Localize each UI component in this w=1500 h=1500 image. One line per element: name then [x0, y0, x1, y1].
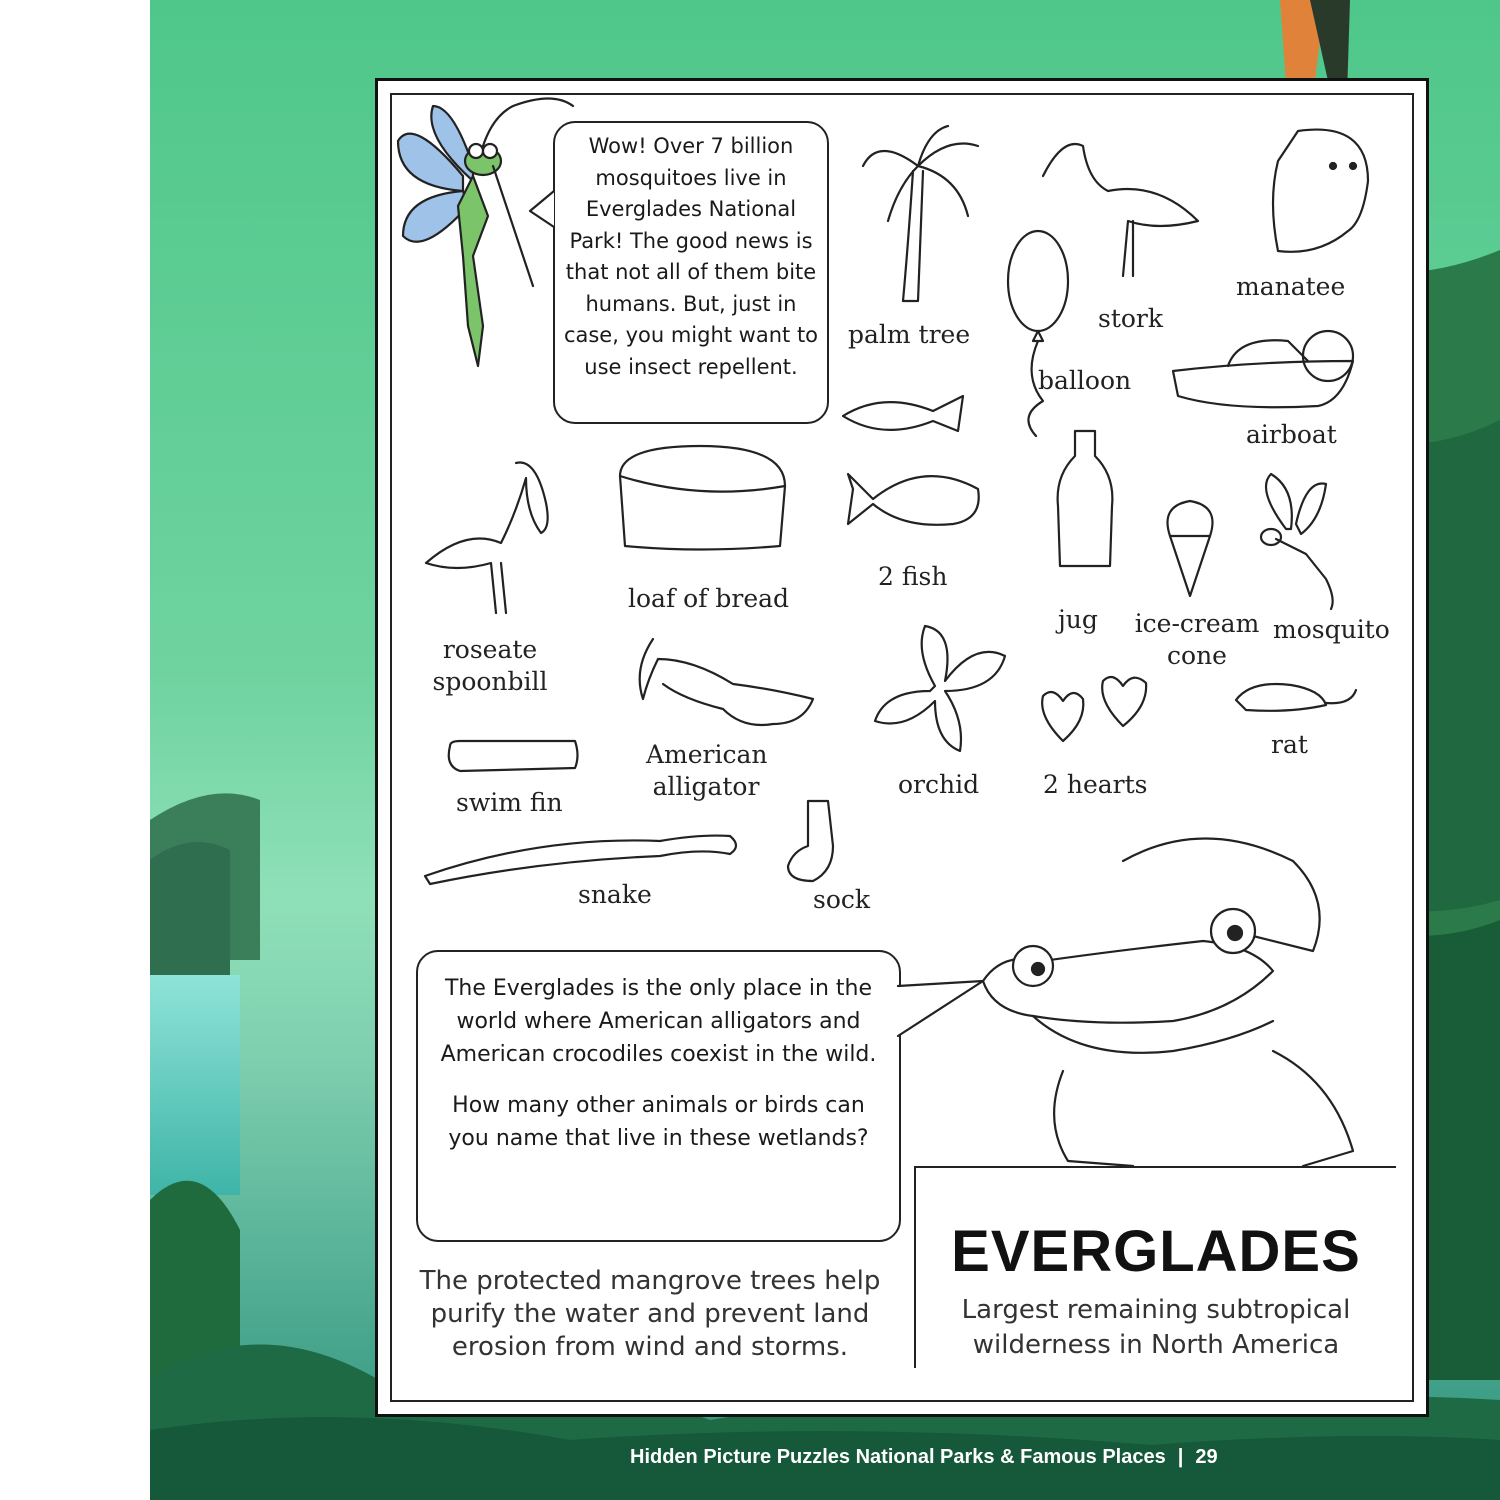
manatee-icon [1258, 121, 1378, 261]
airboat-icon [1168, 321, 1358, 421]
roseate-spoonbill-label-line2: spoonbill [432, 667, 548, 696]
palm-tree-label: palm tree [848, 320, 971, 349]
speech-bubble-tail [528, 191, 558, 231]
orchid-icon [865, 621, 1010, 761]
stork-label: stork [1098, 304, 1164, 333]
swim-fin-icon [440, 736, 580, 776]
ice-cream-cone-label-line2: cone [1167, 641, 1227, 670]
fish-icon [833, 386, 973, 446]
two-fish-label: 2 fish [878, 562, 948, 591]
mosquito-character-icon [393, 96, 553, 396]
rat-label: rat [1271, 730, 1308, 759]
ice-cream-cone-icon [1160, 496, 1220, 601]
roseate-spoonbill-label [430, 634, 550, 698]
loaf-of-bread-label: loaf of bread [628, 584, 790, 613]
page-title: EVERGLADES [951, 1219, 1361, 1284]
alligator-speech-bubble [416, 950, 901, 1242]
snake-icon [420, 826, 745, 886]
speech-bubble-tail [898, 981, 988, 1041]
airboat-label: airboat [1246, 420, 1337, 449]
snake-label: snake [578, 880, 652, 909]
mosquito-icon [1246, 469, 1346, 609]
ice-cream-cone-label [1132, 608, 1262, 672]
title-box [914, 1166, 1396, 1368]
book-title: Hidden Picture Puzzles National Parks & Famous Places [630, 1446, 1166, 1468]
alligator-character-icon [973, 821, 1413, 1191]
balloon-label: balloon [1038, 366, 1132, 395]
ice-cream-cone-label-line1: ice-cream [1134, 609, 1260, 638]
american-alligator-label [646, 739, 766, 803]
background [150, 0, 1500, 1500]
rat-icon [1231, 675, 1361, 720]
orchid-label: orchid [898, 770, 980, 799]
swim-fin-label: swim fin [456, 788, 563, 817]
sock-icon [783, 796, 843, 886]
mosquito-speech-bubble [553, 121, 829, 424]
roseate-spoonbill-label-line1: roseate [442, 635, 538, 664]
sock-label: sock [813, 885, 871, 914]
american-alligator-icon [633, 629, 818, 739]
american-alligator-label-line2: alligator [652, 772, 760, 801]
alligator-speech-paragraph-2: How many other animals or birds can you name that live in these wetlands? [448, 1093, 869, 1151]
mosquito-speech-text: Wow! Over 7 billion mosquitoes live in Everglades National Park! The good news is that not all of them bite humans. But, just in case, you might want to use insect repellent. [563, 134, 819, 379]
page-subtitle: Largest remaining subtropical wilderness in North America [961, 1295, 1351, 1360]
two-hearts-label: 2 hearts [1043, 770, 1148, 799]
fish-icon [843, 459, 993, 539]
palm-tree-icon [858, 126, 988, 316]
jug-icon [1050, 426, 1120, 576]
alligator-speech-paragraph-1: The Everglades is the only place in the world where American alligators and American crocodiles coexist in the wild. [440, 976, 877, 1067]
american-alligator-label-line1: American [646, 740, 768, 769]
loaf-of-bread-icon [610, 441, 790, 556]
page-number: 29 [1195, 1446, 1218, 1468]
page-footer [630, 1446, 1500, 1469]
mangrove-fact-text: The protected mangrove trees help purify the water and prevent land erosion from wind and storms. [419, 1266, 881, 1362]
two-hearts-icon [1038, 671, 1158, 751]
mosquito-label: mosquito [1273, 615, 1390, 644]
manatee-label: manatee [1236, 272, 1346, 301]
roseate-spoonbill-icon [416, 453, 566, 623]
footer-separator: | [1177, 1446, 1184, 1468]
balloon-icon [998, 226, 1078, 441]
jug-label: jug [1058, 605, 1098, 634]
puzzle-panel [375, 78, 1429, 1417]
